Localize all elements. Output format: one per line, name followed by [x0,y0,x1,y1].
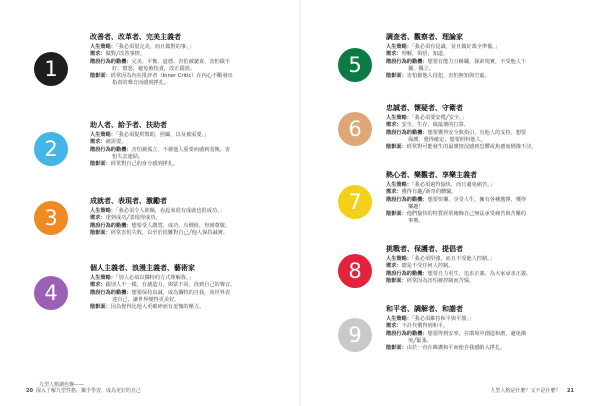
detail-value: 想要得到安寧，在環境中創造和諧，避免衝 [427,330,527,337]
type-detail-line [90,59,295,66]
type-7-description [386,171,591,226]
detail-value: 想要獲得安全與指引，有他人的支持，想要 [427,129,527,136]
type-detail-line [90,215,295,222]
detail-label: 人生策略： [386,44,412,50]
type-1-description [90,33,295,88]
detail-value: 「我必須要安穩╱安全。」 [411,115,467,121]
type-2-number-circle: 2 [34,132,68,166]
page-number-right: 21 [567,388,574,394]
type-detail-line [386,263,591,270]
detail-value: 經常因為害怕被控制而苦惱。 [406,277,475,284]
type-6-number-circle: 6 [338,112,372,146]
detail-value: 經常對自己的身分感到掙扎。 [110,161,179,168]
detail-label: 需求： [386,263,402,270]
detail-value: 安全，生存，做最壞的打算。 [401,122,470,129]
detail-label: 陰影面： [386,144,407,151]
detail-label: 階段行為的動機： [386,196,428,203]
detail-value: 「別人必須以獨特的方式理解我。」 [115,275,194,281]
detail-label: 需求： [90,215,106,222]
detail-value: 他們愉快的特質經常掩飾自己無法承受痛苦與苦難的 [406,211,527,218]
type-4-description [90,264,295,311]
detail-value: 想要保持真誠，成為獨特的自我，尚世界表 [131,289,231,296]
detail-value: 想要有能力且稱職，探索現實，不受他人干 [427,58,527,65]
type-title: 助人者、給予者、扶助者 [90,121,167,129]
type-detail-line [386,197,591,204]
detail-value: 經常害怕失敗，以至於很難對自己╱他人保持誠實。 [110,229,229,236]
type-detail-line [386,189,591,196]
type-detail-line [386,122,591,129]
type-detail-line [90,223,295,230]
detail-label: 階段行為的動機： [386,270,428,277]
detail-value: 想要快樂，享受人生，擁有各種選擇，獲得 [427,196,527,203]
page-gutter [299,0,301,406]
type-detail-line [386,51,591,58]
detail-label: 階段行為的動機： [386,58,428,65]
detail-label: 需求： [386,122,402,129]
type-detail-line [90,80,295,87]
type-4-number-circle: 4 [34,276,68,310]
type-detail-line [386,130,591,137]
detail-label: 階段行為的動機： [90,289,132,296]
type-3-number-circle: 3 [34,201,68,235]
detail-value: 不計代價得到和平。 [401,323,449,330]
chapter-title: 九型人格是什麼？又不是什麼？ [490,388,561,394]
detail-label: 人生策略： [386,316,412,322]
detail-value: 經常因為內在批評者（Inner Critic）在內心不斷發出 [110,73,233,80]
detail-value: 好、憤怒，避免被指責，改正錯誤。 [112,65,196,72]
detail-label: 陰影面： [90,161,111,168]
type-detail-line [386,218,591,225]
detail-label: 陰影面： [90,304,111,311]
detail-label: 人生策略： [90,132,116,138]
detail-value: 獲得有趣╱新奇的體驗。 [401,189,457,196]
type-7-number-circle: 7 [338,185,372,219]
detail-value: 想要受人讚賞、成功，有價值，得到尊敬。 [131,222,231,229]
detail-value: 樂趣！ [408,203,424,210]
detail-value: 「我必須過得愉快，而且避免痛苦。」 [411,182,495,188]
type-3-description [90,197,295,237]
detail-value: 擾，獨立。 [408,65,434,72]
detail-value: 總是不受任何人控制。 [401,263,454,270]
type-title: 成就者、表現者、激勵者 [90,197,167,205]
type-detail-line [386,271,591,278]
type-detail-line [386,323,591,330]
footer-left [26,382,141,394]
type-detail-line [90,290,295,297]
type-title: 和平者、調解者、和諧者 [386,305,463,313]
page-number-left: 20 [26,388,33,394]
type-detail-line [90,161,295,168]
detail-label: 階段行為的動機： [90,222,132,229]
detail-label: 人生策略： [386,256,412,262]
detail-label: 陰影面： [386,345,407,352]
detail-value: 由於一直在維護和平而使自我感陷入掙扎。 [406,345,506,352]
type-title: 個人主義者、浪漫主義者、藝術家 [90,264,195,272]
type-title: 挑戰者、保護者、提倡者 [386,245,463,253]
type-title: 熱心者、樂觀者、享樂主義者 [386,171,477,179]
detail-value: 做對╱改善事情。 [105,51,146,58]
detail-value: 怕失去連結。 [112,153,144,160]
detail-label: 陰影面： [386,277,407,284]
detail-value: 「我必須有見識，並且做好萬全準備。」 [411,44,501,50]
type-detail-line [386,278,591,285]
type-2-description [90,121,295,168]
detail-label: 需求： [90,51,106,58]
detail-value: 想要自力更生，追求正義，為大家尋求正義。 [427,270,532,277]
type-detail-line [386,345,591,352]
detail-value: 「我必須令人欽佩，看起來很有成就也很成功。」 [115,208,225,214]
detail-label: 人生策略： [90,275,116,281]
type-8-number-circle: 8 [338,254,372,288]
detail-value: 因為覺得比他人更破碎而有羞愧的壓力。 [110,304,205,311]
detail-label: 需求： [90,139,106,146]
detail-value: 跟別人不一樣，有創造力，與眾不同，找到自己的聲音。 [105,282,236,289]
book-subtitle: 深入了解九型性格，攜手學習，成為更好的自己 [35,388,141,394]
type-5-number-circle: 5 [338,48,372,82]
detail-value: 被需要。 [105,139,127,146]
type-detail-line [90,147,295,154]
type-detail-line [90,304,295,311]
type-title: 調查者、觀察者、理論家 [386,33,463,41]
detail-label: 陰影面： [90,229,111,236]
type-detail-line [386,331,591,338]
type-title: 改善者、改革者、完美主義者 [90,33,181,41]
detail-value: 「我必須很完美，而且做對的事。」 [115,44,194,50]
detail-label: 階段行為的動機： [90,58,132,65]
type-detail-line [386,59,591,66]
detail-label: 需求： [386,323,402,330]
detail-value: 事實。 [408,218,424,225]
detail-value: 「我必須提供幫助，照顧，以及被需要。」 [115,132,210,138]
detail-label: 陰影面： [90,73,111,80]
detail-label: 階段行為的動機： [90,146,132,153]
detail-value: 突╱緊張。 [408,337,432,344]
type-detail-line [90,230,295,237]
type-1-number-circle: 1 [34,52,68,86]
detail-label: 階段行為的動機： [386,330,428,337]
detail-label: 人生策略： [90,44,116,50]
type-detail-line [386,73,591,80]
type-6-description [386,104,591,151]
detail-value: 完美、平衡、道德、害怕被譴責、害怕做不 [131,58,231,65]
detail-label: 需求： [90,282,106,289]
type-9-description [386,305,591,352]
detail-value: 「我必須堅強，而且不受他人控制。」 [411,256,495,262]
book-title-line1: 九型人格調色盤—— [39,382,85,388]
detail-label: 階段行為的動機： [386,129,428,136]
detail-value: 害怕被孤立、不被他人重要而感到羞愧，害 [131,146,231,153]
detail-value: 達到成功╱表現得成功。 [105,215,161,222]
detail-value: 保護，覺得確定，想要照料他人。 [408,136,486,143]
detail-label: 人生策略： [386,115,412,121]
detail-value: 理解，領悟，知道。 [401,51,449,58]
detail-label: 人生策略： [386,182,412,188]
detail-label: 人生策略： [90,208,116,214]
detail-label: 陰影面： [386,211,407,218]
type-9-number-circle: 9 [338,318,372,352]
type-5-description [386,33,591,80]
detail-value: 「我必須維持和平與平靜。」 [411,316,475,322]
detail-label: 陰影面： [386,73,407,80]
type-detail-line [90,139,295,146]
detail-value: 指責的聲音而感到掙扎。 [112,80,170,87]
type-detail-line [90,51,295,58]
type-detail-line [90,282,295,289]
detail-label: 需求： [386,51,402,58]
detail-value: 達自己，讓世界變得更美好。 [112,296,180,303]
detail-value: 害怕被他人侵犯，害怕無知與空虛。 [406,73,490,80]
type-detail-line [386,144,591,151]
type-8-description [386,245,591,285]
detail-label: 需求： [386,189,402,196]
footer-right [490,388,574,394]
detail-value: 經常對可能發生的最壞情況感到恐懼或焦慮而猶豫不決。 [406,144,537,151]
type-title: 忠誠者、懷疑者、守衛者 [386,104,463,112]
